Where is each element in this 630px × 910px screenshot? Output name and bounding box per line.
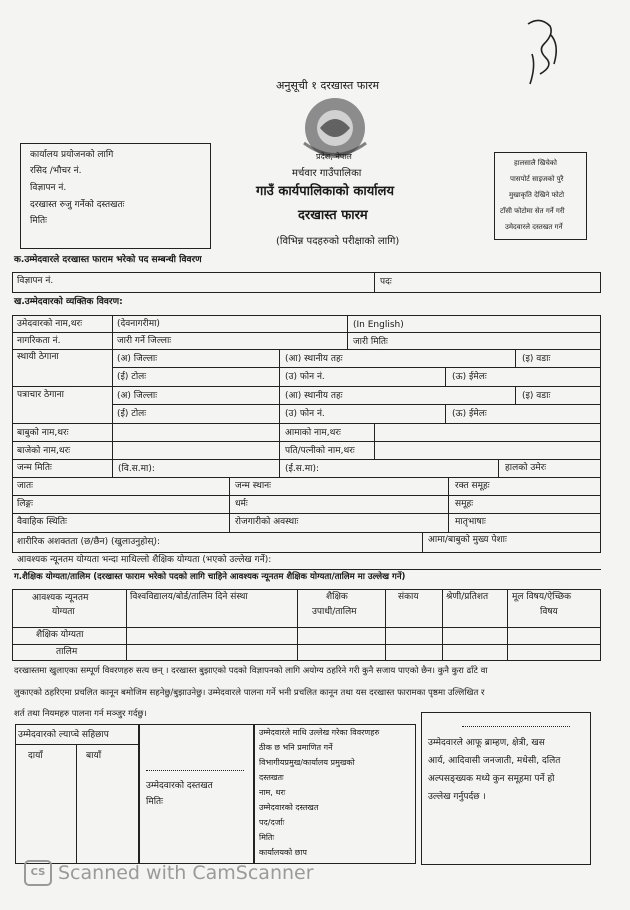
mail-email-label: (ऊ) ईमेलः (452, 409, 487, 419)
col-min-qualification-2: योग्यता (52, 607, 75, 617)
employment-status-label: रोजगारीको अवस्थाः (235, 517, 299, 527)
verification-line-4: दस्तखतः (259, 773, 284, 782)
office-date-label: मितिः (30, 216, 47, 226)
dob-bs-label: (वि.स.मा): (118, 464, 155, 474)
caste-label: जातः (17, 481, 33, 491)
verification-line-6: उम्मेदवारको दस्तखत (259, 803, 319, 812)
candidate-name-label: उमेदवारको नाम,थरः (17, 319, 83, 329)
handwritten-signature (510, 14, 570, 94)
religion-label: धर्मः (235, 499, 248, 509)
current-age-label: हालको उमेरः (505, 463, 547, 473)
verification-line-7: पद/दर्जाः (259, 818, 285, 827)
candidate-signature-label: उम्मेदवारको दस्तखत (146, 781, 213, 791)
dob-ad-label: (ई.स.मा): (285, 464, 319, 474)
inclusion-text-4: उल्लेख गर्नुपर्दछ । (428, 792, 486, 802)
inclusion-text-2: आर्य, आदिवासी जनजाती, मधेसी, दलित (428, 756, 561, 766)
advert-no-label: विज्ञापन नं. (17, 276, 54, 286)
advert-label: विज्ञापन नं. (30, 183, 67, 193)
verification-line-1: उम्मेदवारले माथि उल्लेख गरेका विवरणहरु (259, 728, 380, 737)
perm-district-label: (अ) जिल्लाः (117, 354, 158, 364)
section-a-heading: क.उम्मेदवारले दरखास्त फाराम भरेको पद सम्बन्धी विवरण (14, 255, 202, 265)
emblem-text: प्रदेश, नेपाल (316, 152, 352, 161)
inclusion-group-box (421, 712, 591, 865)
gender-label: लिङ्गः (17, 499, 33, 509)
col-subject-1: मूल विषय/ऐच्छिक (512, 592, 571, 602)
declaration-line-1: दरखास्तमा खुलाएका सम्पूर्ण विवरणहरु सत्य छन् । दरखास्त बुझाएको पदको विज्ञापनको लागि अयोग्य ठहरिने गरी कुनै सजाय पाएको छैन। कुनै कुरा ढाँटे वा (14, 666, 488, 676)
col-faculty: संकाय (398, 592, 419, 602)
mailing-address-label: पत्राचार ठेगाना (17, 390, 64, 400)
section-b-heading: ख.उम्मेदवारको व्यक्तिक विवरण: (14, 297, 123, 307)
candidate-signature-date: मितिः (146, 797, 163, 807)
issued-district-label: जारी गर्ने जिल्लाः (117, 336, 172, 346)
col-degree-1: शैक्षिक (326, 592, 348, 602)
father-name-label: बाबुको नाम,थरः (17, 428, 69, 438)
inclusion-text-1: उम्मेदवारले आफू ब्राम्हण, क्षेत्री, खस (428, 738, 545, 748)
mother-tongue-label: मातृभाषाः (455, 517, 486, 527)
camscanner-logo: CS (24, 860, 52, 886)
col-subject-2: विषय (540, 607, 558, 617)
fingerprint-title: उम्मेदवारको ल्याप्चे सहिछाप (18, 730, 109, 740)
photo-line-4: टाँसी फोटोमा सेत गर्ने गरी (500, 207, 565, 215)
permanent-address-label: स्थायी ठेगाना (17, 352, 59, 362)
verification-line-9: कार्यालयको छाप (259, 848, 307, 857)
group-label: समूहः (455, 499, 474, 509)
photo-line-5: उमेदवारले दस्तखत गर्ने (505, 223, 563, 231)
verification-line-3: विभागीयप्रमुख/कार्यालय प्रमुखको (259, 758, 355, 767)
col-university: विश्वविद्यालय/बोर्ड/तालिम दिने संस्था (130, 592, 248, 602)
spouse-name-label: पति/पत्नीको नाम,थरः (285, 446, 355, 456)
photo-line-1: हालसालै खिचेको (514, 159, 557, 167)
camscanner-watermark: Scanned with CamScanner (58, 862, 314, 884)
verification-line-5: नाम, थरः (259, 788, 286, 797)
photo-line-2: पासपोर्ट साइजको पुरै (510, 175, 564, 183)
declaration-line-3: शर्त तथा नियमहरु पालना गर्न मञ्जुर गर्दछु। (14, 709, 147, 719)
english-label: (In English) (353, 320, 404, 330)
post-label: पदः (380, 277, 392, 287)
parent-occupation-label: आमा/बाबुको मुख्य पेशाः (428, 535, 507, 545)
perm-ward-label: (इ) वडाः (522, 354, 551, 364)
devanagari-label: (देवनागरीमा) (117, 319, 160, 329)
disability-label: शारीरिक अशक्तता (छ/छैन) (खुलाउनुहोस्): (17, 537, 161, 547)
issued-date-label: जारी मितिः (353, 337, 388, 347)
col-degree-2: उपाधी/तालिम (312, 607, 357, 617)
dob-label: जन्म मितिः (17, 463, 52, 473)
declaration-line-2: लुकाएको ठहरिएमा प्रचलित कानून बमोजिम सहनेछु/बुझाउनेछु। उम्मेदवारले पालना गर्ने भनी प्रचलित कानून तथा यस दरखास्त फारामका पृष्ठमा उल्लिखित र (14, 688, 485, 698)
marital-status-label: वैवाहिक स्थितिः (17, 517, 67, 527)
inclusion-text-3: अल्पसङ्ख्यक मध्ये कुन समूहमा पर्ने हो (428, 774, 555, 784)
verification-line-2: ठीक छ भनि प्रमाणित गर्ने (259, 743, 333, 752)
form-title: दरखास्त फारम (298, 208, 368, 223)
perm-tole-label: (ई) टोलः (117, 372, 147, 382)
verification-line-8: मितिः (259, 833, 275, 842)
right-thumb-label: दायाँ (28, 751, 43, 761)
fingerprint-box (15, 724, 139, 864)
form-subtitle: (विभिन्न पदहरुको परीक्षाको लागि) (276, 236, 400, 247)
perm-email-label: (ऊ) ईमेलः (452, 372, 487, 382)
grandfather-name-label: बाजेको नाम,थरः (17, 446, 71, 456)
mail-local-label: (आ) स्थानीय तहः (285, 391, 343, 401)
photo-line-3: मुखाकृति देखिने फोटो (509, 191, 565, 199)
section-c-heading: ग.शैक्षिक योग्यता/तालिम (दरखास्त फाराम भरेको पदको लागि चाहिने आवश्यक न्यूनतम शैक्षिक योग्यता/तालिम मा उल्लेख गर्ने) (14, 572, 406, 582)
perm-local-label: (आ) स्थानीय तहः (285, 354, 343, 364)
verifier-signature-label: दरखास्त रुजु गर्नेको दस्तखतः (30, 200, 125, 210)
mail-ward-label: (इ) वडाः (522, 391, 551, 401)
perm-phone-label: (उ) फोन नं. (285, 372, 325, 382)
row-training-label: तालिम (56, 647, 78, 657)
mail-phone-label: (उ) फोन नं. (285, 409, 325, 419)
left-thumb-label: बायाँ (86, 751, 102, 761)
birthplace-label: जन्म स्थानः (235, 481, 271, 491)
office-use-title: कार्यालय प्रयोजनको लागि (30, 150, 114, 160)
mail-district-label: (अ) जिल्लाः (117, 391, 158, 401)
office-name: गाउँ कार्यपालिकाको कार्यालय (256, 184, 394, 199)
citizenship-label: नागरिकता नं. (17, 336, 61, 346)
col-min-qualification-1: आवश्यक न्यूनतम (32, 593, 89, 603)
municipality-name: मर्चवार गाउँपालिका (292, 168, 362, 179)
candidate-signature-box (139, 724, 254, 864)
blood-group-label: रक्त समूहः (455, 481, 490, 491)
col-division: श्रेणी/प्रतिशत (446, 592, 489, 602)
receipt-label: रसिद /भौचर नं. (30, 166, 82, 176)
row-education-label: शैक्षिक योग्यता (36, 630, 84, 640)
mail-tole-label: (ई) टोलः (117, 409, 147, 419)
mother-name-label: आमाको नाम,थरः (285, 428, 341, 438)
higher-qualification-label: आवश्यक न्यूनतम योग्यता भन्दा माथिल्लो शैक्षिक योग्यता (भएको उल्लेख गर्ने): (17, 555, 272, 565)
schedule-title: अनुसूची १ दरखास्त फारम (276, 79, 380, 92)
post-details-row (12, 272, 601, 293)
